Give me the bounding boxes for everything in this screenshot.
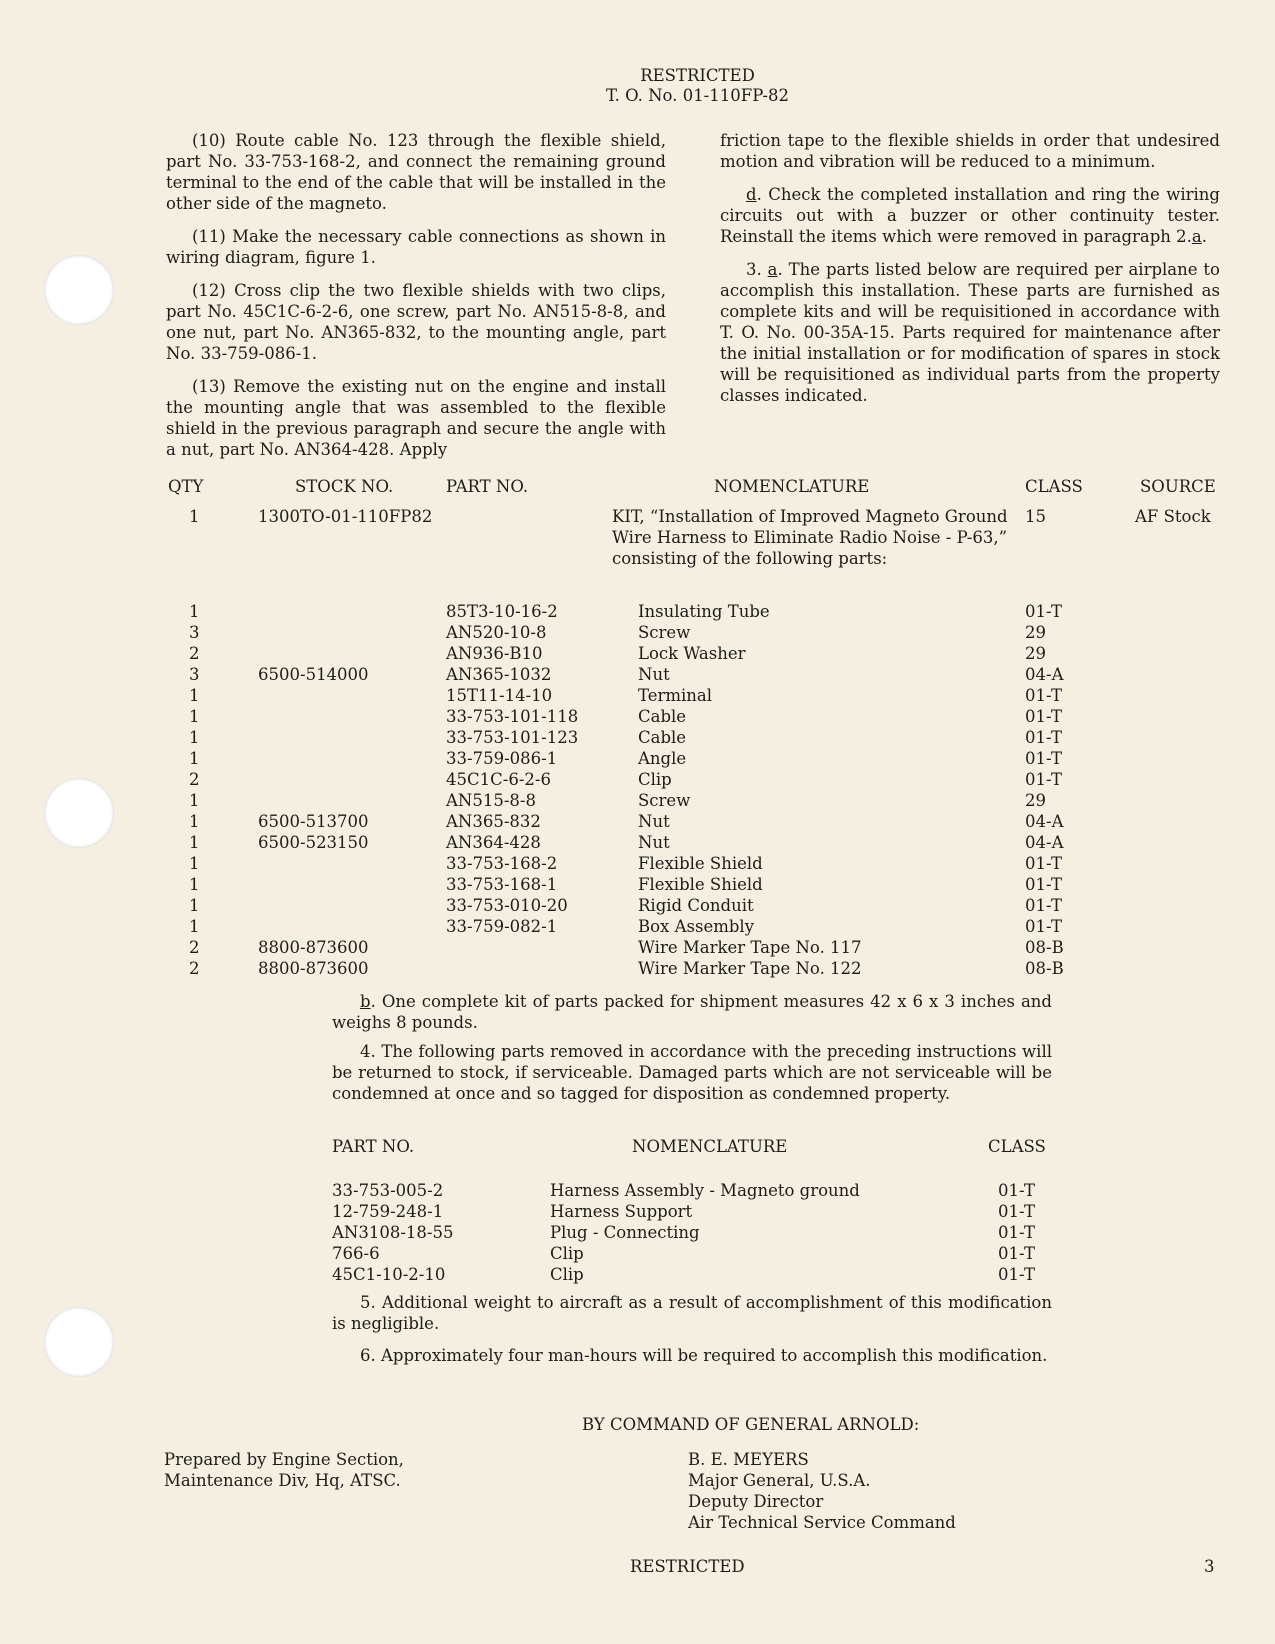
- part-part-no: 33-759-082-1: [446, 917, 558, 936]
- part-qty: 1: [189, 812, 200, 831]
- signature-title-3: Air Technical Service Command: [688, 1513, 956, 1532]
- part-part-no: AN520-10-8: [446, 623, 547, 642]
- part-class: 08-B: [1025, 938, 1064, 957]
- part-stock-no: 6500-514000: [258, 665, 369, 684]
- removed-class: 01-T: [998, 1244, 1035, 1263]
- removed-part-no: 766-6: [332, 1244, 380, 1263]
- part-part-no: AN936-B10: [446, 644, 543, 663]
- prepared-by-line-1: Prepared by Engine Section,: [164, 1450, 404, 1469]
- paragraph-b-text: . One complete kit of parts packed for shipment measures 42 x 6 x 3 inches and weighs 8 pounds.: [332, 992, 1052, 1032]
- part-qty: 2: [189, 770, 200, 789]
- part-stock-no: 6500-523150: [258, 833, 369, 852]
- part-qty: 1: [189, 728, 200, 747]
- removed-nomenclature: Clip: [550, 1265, 584, 1284]
- part-part-no: AN515-8-8: [446, 791, 536, 810]
- part-nomenclature: Insulating Tube: [638, 602, 770, 621]
- part-class: 01-T: [1025, 707, 1062, 726]
- part-part-no: AN365-832: [446, 812, 541, 831]
- right-column: [720, 130, 1220, 418]
- part-qty: 1: [189, 686, 200, 705]
- part-qty: 1: [189, 791, 200, 810]
- part-nomenclature: Terminal: [638, 686, 713, 705]
- part-class: 01-T: [1025, 854, 1062, 873]
- part-nomenclature: Cable: [638, 707, 687, 726]
- part-qty: 1: [189, 854, 200, 873]
- signature-title-2: Deputy Director: [688, 1492, 824, 1511]
- part-class: 01-T: [1025, 749, 1062, 768]
- part-part-no: 33-759-086-1: [446, 749, 558, 768]
- paragraph-b: [332, 991, 1052, 1033]
- prepared-by-line-2: Maintenance Div, Hq, ATSC.: [164, 1471, 401, 1490]
- removed-part-no: 33-753-005-2: [332, 1181, 444, 1200]
- header-stock-no: STOCK NO.: [295, 477, 394, 496]
- page-number: 3: [1204, 1557, 1215, 1576]
- header-qty: QTY: [168, 477, 204, 496]
- part-part-no: 45C1C-6-2-6: [446, 770, 551, 789]
- removed-class: 01-T: [998, 1202, 1035, 1221]
- part-class: 01-T: [1025, 602, 1062, 621]
- part-class: 01-T: [1025, 896, 1062, 915]
- paragraph-d-ref: a: [1191, 227, 1202, 246]
- part-qty: 1: [189, 896, 200, 915]
- part-nomenclature: Clip: [638, 770, 672, 789]
- part-class: 01-T: [1025, 770, 1062, 789]
- part-qty: 1: [189, 707, 200, 726]
- part-class: 01-T: [1025, 875, 1062, 894]
- part-part-no: AN365-1032: [446, 665, 552, 684]
- part-qty: 2: [189, 959, 200, 978]
- removed-part-no: 12-759-248-1: [332, 1202, 444, 1221]
- part-class: 01-T: [1025, 917, 1062, 936]
- part-qty: 1: [189, 917, 200, 936]
- paragraph-13: (13) Remove the existing nut on the engine and install the mounting angle that was assembled to the flexible shield in the previous paragraph and secure the angle with a nut, part No. AN364-428. Apply: [166, 377, 666, 459]
- part-class: 04-A: [1025, 812, 1064, 831]
- part-nomenclature: Nut: [638, 812, 670, 831]
- kit-source: AF Stock: [1135, 507, 1211, 526]
- part-nomenclature: Flexible Shield: [638, 875, 763, 894]
- kit-stock-no: 1300TO-01-110FP82: [258, 507, 433, 526]
- part-class: 01-T: [1025, 728, 1062, 747]
- part-qty: 2: [189, 938, 200, 957]
- part-qty: 2: [189, 644, 200, 663]
- kit-qty: 1: [189, 507, 200, 526]
- part-part-no: 15T11-14-10: [446, 686, 553, 705]
- removed-class: 01-T: [998, 1223, 1035, 1242]
- paragraph-4: 4. The following parts removed in accordance with the preceding instructions will be returned to stock, if serviceable. Damaged parts which are not serviceable will be condemned at once and so tagged for disposition as condemned property.: [332, 1042, 1052, 1103]
- part-part-no: 33-753-010-20: [446, 896, 568, 915]
- removed-nomenclature: Harness Assembly - Magneto ground: [550, 1181, 860, 1200]
- header-class: CLASS: [1025, 477, 1083, 496]
- part-nomenclature: Flexible Shield: [638, 854, 763, 873]
- part-part-no: 33-753-101-123: [446, 728, 579, 747]
- part-nomenclature: Wire Marker Tape No. 117: [638, 938, 862, 957]
- part-part-no: 33-753-168-2: [446, 854, 558, 873]
- paragraph-3-text: . The parts listed below are required per airplane to accomplish this installation. These parts are furnished as complete kits and will be requisitioned in accordance with T. O. No. 00-35A-15. Parts required for maintenance after the initial installation or for modification of spares in stock will be requisitioned as individual parts from the property classes indicated.: [720, 260, 1220, 405]
- paragraph-3: [720, 259, 1220, 406]
- part-qty: 1: [189, 749, 200, 768]
- removed-header-class: CLASS: [988, 1137, 1046, 1156]
- part-qty: 3: [189, 623, 200, 642]
- part-nomenclature: Box Assembly: [638, 917, 755, 936]
- part-qty: 3: [189, 665, 200, 684]
- header-source: SOURCE: [1140, 477, 1216, 496]
- part-nomenclature: Screw: [638, 623, 691, 642]
- kit-class: 15: [1025, 507, 1046, 526]
- part-qty: 1: [189, 602, 200, 621]
- paragraph-d-label: d: [746, 185, 757, 204]
- paragraph-5: 5. Additional weight to aircraft as a result of accomplishment of this modification is negligible.: [332, 1293, 1052, 1333]
- part-class: 29: [1025, 644, 1046, 663]
- part-class: 04-A: [1025, 833, 1064, 852]
- part-nomenclature: Nut: [638, 665, 670, 684]
- part-part-no: AN364-428: [446, 833, 541, 852]
- removed-nomenclature: Clip: [550, 1244, 584, 1263]
- removed-class: 01-T: [998, 1265, 1035, 1284]
- part-nomenclature: Cable: [638, 728, 687, 747]
- part-class: 08-B: [1025, 959, 1064, 978]
- binder-hole-middle: [44, 778, 114, 848]
- paragraph-10: (10) Route cable No. 123 through the flexible shield, part No. 33-753-168-2, and connect the remaining ground terminal to the end of the cable that will be installed in the other side of the magneto.: [166, 131, 666, 213]
- removed-nomenclature: Harness Support: [550, 1202, 693, 1221]
- header-to-number: T. O. No. 01-110FP-82: [606, 86, 789, 105]
- paragraph-6: 6. Approximately four man-hours will be required to accomplish this modification.: [360, 1346, 1048, 1365]
- part-class: 01-T: [1025, 686, 1062, 705]
- part-part-no: 33-753-101-118: [446, 707, 579, 726]
- paragraph-b-label: b: [360, 992, 371, 1011]
- paragraph-12: (12) Cross clip the two flexible shields with two clips, part No. 45C1C-6-2-6, one screw, part No. AN515-8-8, and one nut, part No. AN365-832, to the mounting angle, part No. 33-759-086-1.: [166, 281, 666, 363]
- part-stock-no: 8800-873600: [258, 959, 369, 978]
- paragraph-d-text: . Check the completed installation and ring the wiring circuits out with a buzzer or other continuity tester. Reinstall the items which were removed in paragraph 2.: [720, 185, 1220, 246]
- header-part-no: PART NO.: [446, 477, 529, 496]
- removed-part-no: AN3108-18-55: [332, 1223, 454, 1242]
- footer-restricted: RESTRICTED: [630, 1557, 745, 1576]
- paragraph-d: [720, 184, 1220, 247]
- binder-hole-top: [44, 255, 114, 325]
- part-class: 29: [1025, 791, 1046, 810]
- paragraph-3-label: a: [767, 260, 778, 279]
- removed-nomenclature: Plug - Connecting: [550, 1223, 700, 1242]
- page-header: [0, 66, 1275, 106]
- removed-header-part-no: PART NO.: [332, 1137, 415, 1156]
- signature-title-1: Major General, U.S.A.: [688, 1471, 871, 1490]
- paragraph-13-continued: friction tape to the flexible shields in order that undesired motion and vibration will be reduced to a minimum.: [720, 131, 1220, 171]
- command-line: BY COMMAND OF GENERAL ARNOLD:: [582, 1415, 920, 1434]
- part-stock-no: 6500-513700: [258, 812, 369, 831]
- binder-hole-bottom: [44, 1307, 114, 1377]
- removed-part-no: 45C1-10-2-10: [332, 1265, 446, 1284]
- part-part-no: 85T3-10-16-2: [446, 602, 558, 621]
- removed-class: 01-T: [998, 1181, 1035, 1200]
- part-nomenclature: Wire Marker Tape No. 122: [638, 959, 862, 978]
- header-nomenclature: NOMENCLATURE: [714, 477, 870, 496]
- header-restricted: RESTRICTED: [640, 66, 755, 85]
- part-nomenclature: Rigid Conduit: [638, 896, 754, 915]
- signature-name: B. E. MEYERS: [688, 1450, 809, 1469]
- paragraph-d-end: .: [1201, 227, 1208, 246]
- paragraph-3-number: 3.: [746, 260, 768, 279]
- part-nomenclature: Screw: [638, 791, 691, 810]
- kit-nomenclature: KIT, “Installation of Improved Magneto Ground Wire Harness to Eliminate Radio Noise - P-63,” consisting of the following parts:: [612, 507, 1008, 568]
- part-part-no: 33-753-168-1: [446, 875, 558, 894]
- part-nomenclature: Lock Washer: [638, 644, 746, 663]
- paragraph-11: (11) Make the necessary cable connections as shown in wiring diagram, figure 1.: [166, 227, 666, 267]
- part-qty: 1: [189, 875, 200, 894]
- part-qty: 1: [189, 833, 200, 852]
- part-stock-no: 8800-873600: [258, 938, 369, 957]
- part-nomenclature: Nut: [638, 833, 670, 852]
- part-class: 29: [1025, 623, 1046, 642]
- removed-header-nomenclature: NOMENCLATURE: [632, 1137, 788, 1156]
- left-column: [166, 130, 666, 472]
- part-nomenclature: Angle: [638, 749, 687, 768]
- part-class: 04-A: [1025, 665, 1064, 684]
